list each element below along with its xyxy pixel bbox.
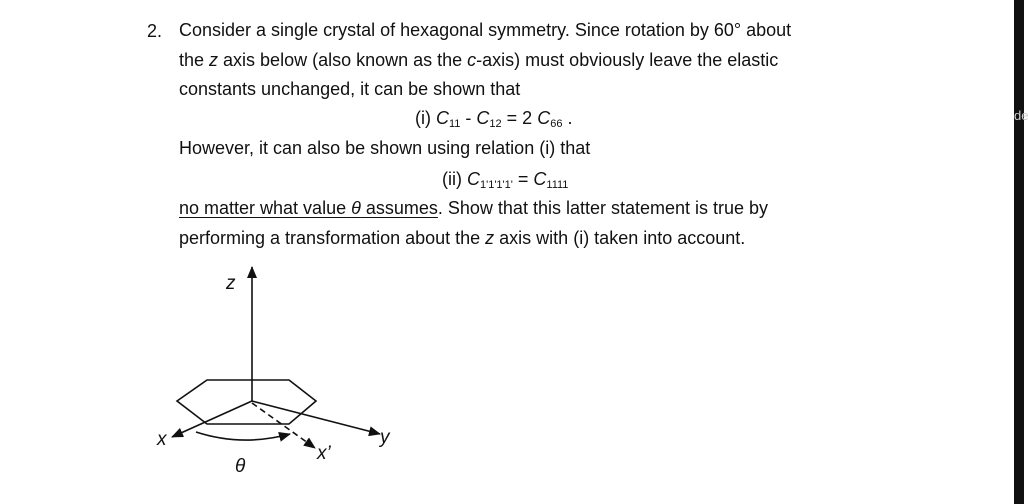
theta-label: θ (235, 456, 246, 477)
x-prime-axis-label: x’ (317, 443, 331, 464)
relation-i: (i) $C_{11} - C_{12} = 2$ $C_{66}$ . (415, 108, 573, 130)
relation-ii: (ii) $C_{1'1'1'1'} = C_{1111}$ (442, 169, 569, 191)
hexagon (177, 380, 316, 424)
closing-line-2: performing a transformation about the z axis with (i) taken into account. (179, 227, 746, 248)
intro-line-3: constants unchanged, it can be shown that (179, 79, 521, 99)
y-axis-label: y (380, 427, 390, 448)
however-line: However, it can also be shown using relation (i) that (179, 138, 591, 158)
intro-line-2: the z axis below (also known as the c-axis) must obviously leave the elastic (179, 49, 779, 70)
figure-svg (150, 262, 410, 482)
x-axis-label: x (157, 429, 167, 450)
hexagonal-axes-figure (150, 262, 410, 482)
right-edge-bar (1014, 0, 1028, 504)
problem-intro (179, 16, 791, 105)
problem-number: 2. (147, 21, 163, 41)
z-axis-label: z (226, 273, 236, 294)
theta-arc (196, 432, 290, 440)
edge-text-snippet: de (1014, 108, 1028, 123)
problem-closing (179, 194, 768, 253)
intro-line-1: Consider a single crystal of hexagonal symmetry. Since rotation by 60° about (179, 20, 792, 40)
closing-line-1: no matter what value θ assumes. Show that this latter statement is true by (179, 198, 769, 218)
